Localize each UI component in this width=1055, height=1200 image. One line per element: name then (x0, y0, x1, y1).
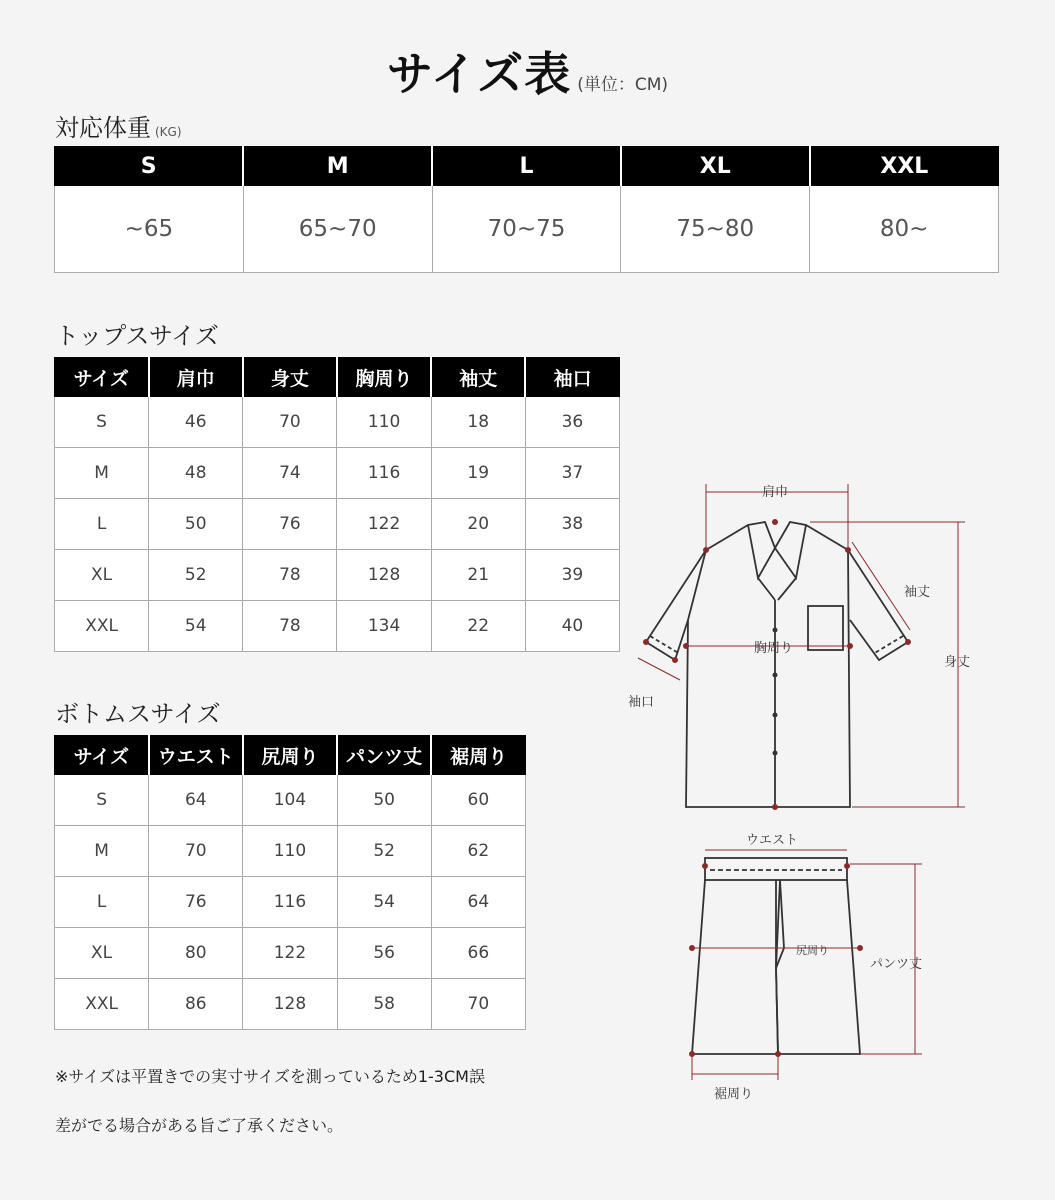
tops-table (54, 357, 620, 652)
weight-header-cell: S (55, 147, 244, 186)
tops-cell: 78 (243, 550, 337, 601)
tops-cell: 110 (337, 397, 431, 448)
bottoms-header-row (55, 736, 526, 775)
tops-cell: 128 (337, 550, 431, 601)
weight-unit: (KG) (155, 125, 182, 139)
tops-cell: 78 (243, 601, 337, 652)
tops-header-cell: 肩巾 (149, 358, 243, 397)
weight-header-cell: XXL (810, 147, 999, 186)
bottoms-cell: 60 (431, 775, 525, 826)
tops-cell: 52 (149, 550, 243, 601)
shirt-outline (646, 522, 908, 807)
table-row (55, 499, 620, 550)
bottoms-section-label: ボトムスサイズ (55, 700, 221, 728)
weight-section-label (55, 108, 182, 143)
tops-cell: L (55, 499, 149, 550)
tops-cell: 37 (525, 448, 619, 499)
bottoms-cell: 76 (149, 877, 243, 928)
bottoms-cell: 58 (337, 979, 431, 1030)
weight-value-cell: 65~70 (243, 186, 432, 273)
tops-header-row (55, 358, 620, 397)
bottoms-cell: 62 (431, 826, 525, 877)
weight-header-cell: L (432, 147, 621, 186)
bottoms-body (55, 775, 526, 1030)
bottoms-cell: XXL (55, 979, 149, 1030)
weight-label: 対応体重 (55, 114, 151, 142)
pants-outline (692, 858, 860, 1054)
title-main: サイズ表 (386, 47, 572, 101)
tops-cell: 50 (149, 499, 243, 550)
table-row (55, 448, 620, 499)
tops-cell: M (55, 448, 149, 499)
bottoms-cell: 122 (243, 928, 337, 979)
tops-cell: 20 (431, 499, 525, 550)
waist-label: ウエスト (746, 833, 799, 848)
bottoms-table (54, 735, 526, 1030)
bottoms-cell: 70 (149, 826, 243, 877)
bottoms-cell: 104 (243, 775, 337, 826)
tops-cell: 74 (243, 448, 337, 499)
tops-cell: XL (55, 550, 149, 601)
tops-cell: 70 (243, 397, 337, 448)
page-title (0, 38, 1055, 104)
bottoms-cell: L (55, 877, 149, 928)
bottoms-cell: 54 (337, 877, 431, 928)
tops-cell: 40 (525, 601, 619, 652)
table-row (55, 928, 526, 979)
bottoms-cell: XL (55, 928, 149, 979)
pants-diagram (660, 828, 960, 1108)
body-length-label: 身丈 (944, 655, 971, 670)
tops-header-cell: 袖丈 (431, 358, 525, 397)
bottoms-cell: 80 (149, 928, 243, 979)
table-row (55, 979, 526, 1030)
tops-cell: S (55, 397, 149, 448)
note-line-2: 差がでる場合がある旨ご了承ください。 (55, 1116, 344, 1135)
tops-cell: 18 (431, 397, 525, 448)
bottoms-cell: 86 (149, 979, 243, 1030)
bottoms-header-cell: サイズ (55, 736, 149, 775)
table-row (55, 775, 526, 826)
weight-value-cell: 75~80 (621, 186, 810, 273)
tops-cell: 19 (431, 448, 525, 499)
table-row (55, 397, 620, 448)
tops-header-cell: サイズ (55, 358, 149, 397)
shoulder-label: 肩巾 (762, 485, 789, 500)
tops-cell: XXL (55, 601, 149, 652)
bottoms-cell: 56 (337, 928, 431, 979)
tops-cell: 39 (525, 550, 619, 601)
tops-header-cell: 袖口 (525, 358, 619, 397)
tops-cell: 54 (149, 601, 243, 652)
title-unit: (単位：CM) (577, 75, 669, 95)
bottoms-cell: 52 (337, 826, 431, 877)
tops-header-cell: 胸周り (337, 358, 431, 397)
note-line-1: ※サイズは平置きでの実寸サイズを測っているため1-3CM誤 (55, 1067, 485, 1086)
bottoms-cell: M (55, 826, 149, 877)
table-row (55, 826, 526, 877)
table-row (55, 877, 526, 928)
cuff-label: 袖口 (628, 695, 655, 710)
bottoms-cell: 128 (243, 979, 337, 1030)
bottoms-cell: 64 (431, 877, 525, 928)
bottoms-cell: 70 (431, 979, 525, 1030)
pants-length-label: パンツ丈 (870, 957, 923, 972)
bottoms-cell: S (55, 775, 149, 826)
bottoms-cell: 116 (243, 877, 337, 928)
bottoms-header-cell: 尻周り (243, 736, 337, 775)
weight-table (54, 146, 999, 273)
tops-cell: 38 (525, 499, 619, 550)
tops-body (55, 397, 620, 652)
weight-value-cell: 80~ (810, 186, 999, 273)
bottoms-cell: 110 (243, 826, 337, 877)
tops-cell: 21 (431, 550, 525, 601)
tops-cell: 116 (337, 448, 431, 499)
bottoms-header-cell: 裾周り (431, 736, 525, 775)
bottoms-cell: 50 (337, 775, 431, 826)
hip-label: 尻周り (796, 944, 829, 957)
tops-header-cell: 身丈 (243, 358, 337, 397)
bottoms-cell: 66 (431, 928, 525, 979)
weight-header-cell: XL (621, 147, 810, 186)
tops-cell: 122 (337, 499, 431, 550)
weight-value-row (55, 186, 999, 273)
bottoms-cell: 64 (149, 775, 243, 826)
chest-label: 胸周り (754, 641, 794, 656)
weight-value-cell: ~65 (55, 186, 244, 273)
tops-cell: 36 (525, 397, 619, 448)
weight-header-row (55, 147, 999, 186)
tops-section-label: トップスサイズ (55, 322, 219, 350)
sleeve-length-label: 袖丈 (904, 585, 931, 600)
hem-label: 裾周り (714, 1087, 754, 1102)
shirt-diagram (620, 470, 1040, 820)
bottoms-header-cell: ウエスト (149, 736, 243, 775)
tops-cell: 46 (149, 397, 243, 448)
tops-cell: 48 (149, 448, 243, 499)
weight-value-cell: 70~75 (432, 186, 621, 273)
table-row (55, 550, 620, 601)
tops-cell: 76 (243, 499, 337, 550)
tops-cell: 22 (431, 601, 525, 652)
bottoms-header-cell: パンツ丈 (337, 736, 431, 775)
table-row (55, 601, 620, 652)
weight-header-cell: M (243, 147, 432, 186)
tops-cell: 134 (337, 601, 431, 652)
